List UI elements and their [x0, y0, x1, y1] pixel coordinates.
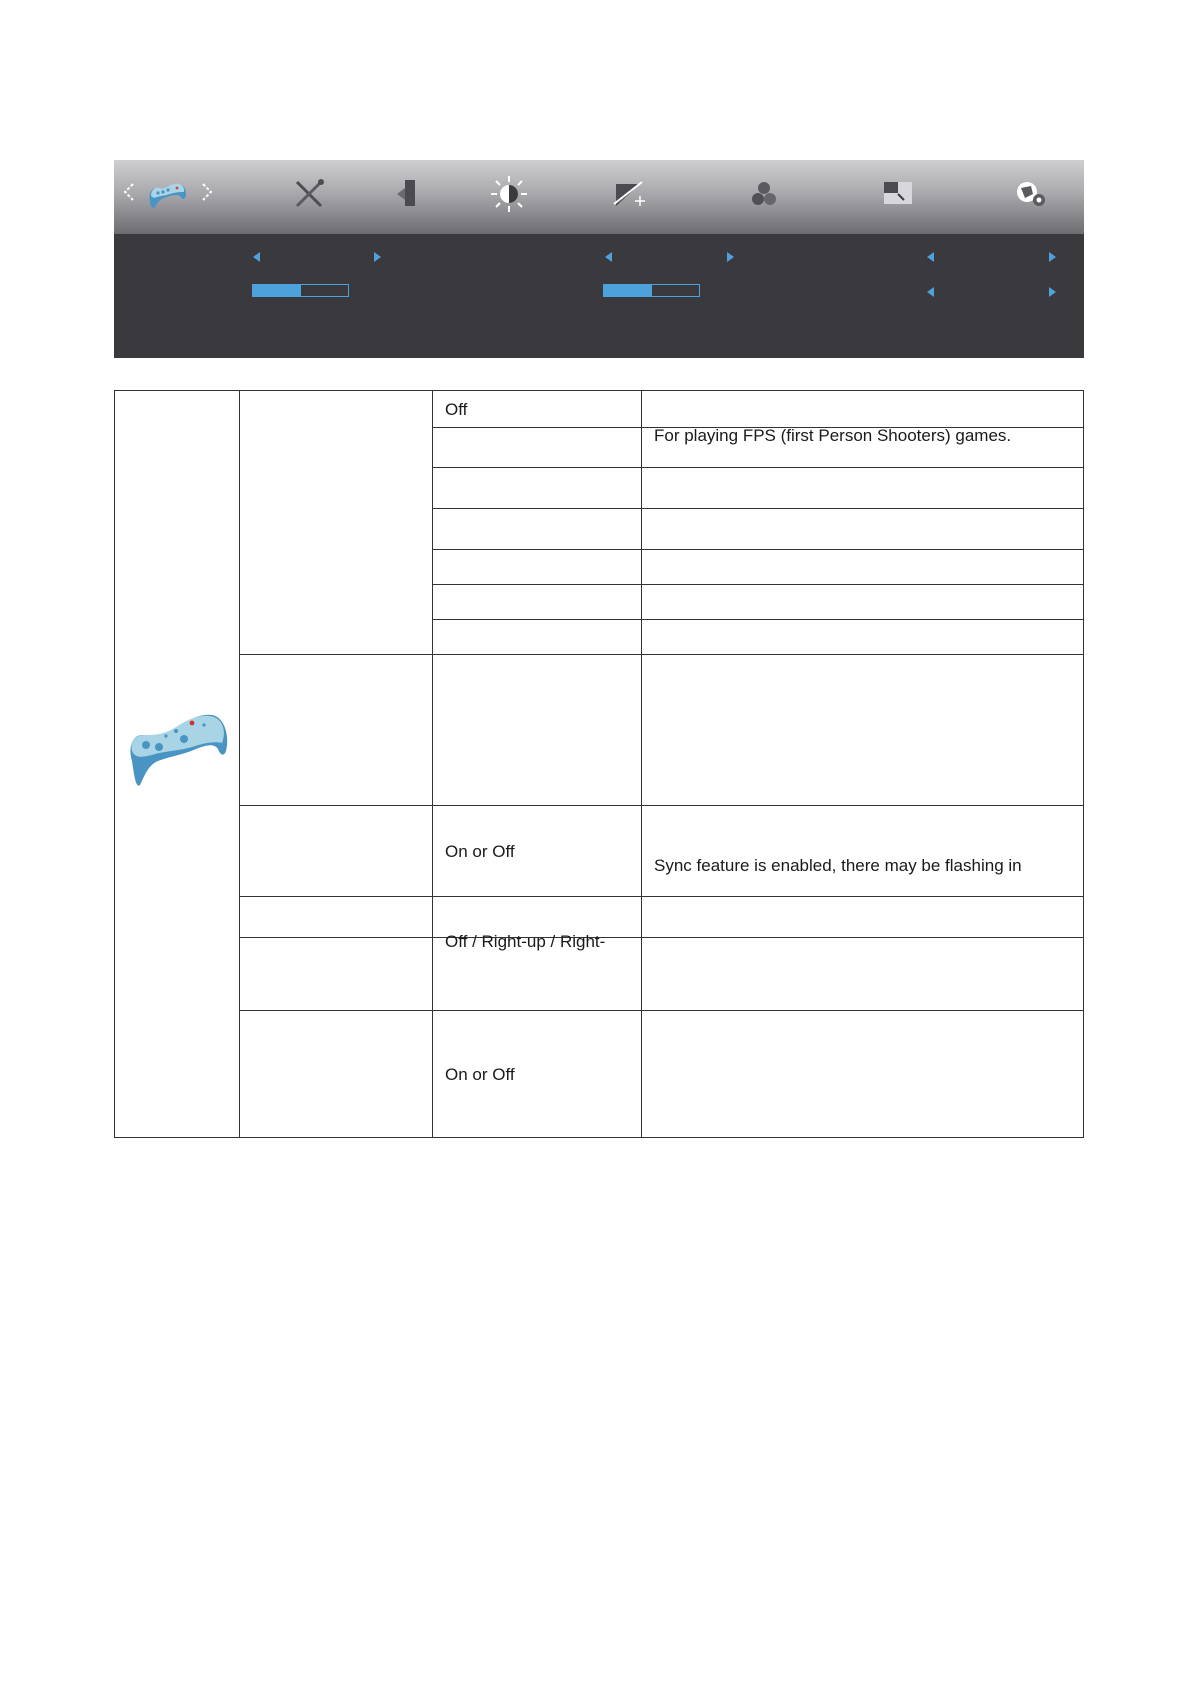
column-divider [641, 390, 642, 1138]
slider-fill [253, 285, 301, 296]
settings-description-table [114, 390, 1084, 1138]
value-decrease-arrow-icon[interactable] [253, 252, 260, 262]
osd-tab-bar [114, 160, 1084, 234]
row-divider [239, 654, 1084, 655]
row-divider [432, 467, 1084, 468]
slider-bar[interactable] [252, 284, 349, 297]
value-increase-arrow-icon[interactable] [1049, 252, 1056, 262]
value-decrease-arrow-icon[interactable] [927, 252, 934, 262]
chevron-left-icon[interactable] [122, 182, 136, 202]
table-cell-value: On or Off [445, 1065, 515, 1084]
row-divider [432, 619, 1084, 620]
table-border [1083, 390, 1084, 1138]
input-icon[interactable] [387, 172, 431, 216]
row-divider [239, 1010, 1084, 1011]
value-increase-arrow-icon[interactable] [727, 252, 734, 262]
value-increase-arrow-icon[interactable] [374, 252, 381, 262]
gamepad-icon [126, 705, 230, 795]
value-increase-arrow-icon[interactable] [1049, 287, 1056, 297]
column-divider [432, 390, 433, 1138]
table-border [114, 1137, 1084, 1138]
row-divider [432, 508, 1084, 509]
table-cell-value: On or Off [445, 842, 515, 861]
row-divider [239, 896, 1084, 897]
value-decrease-arrow-icon[interactable] [927, 287, 934, 297]
chevron-right-icon[interactable] [200, 182, 214, 202]
game-setting-icon[interactable] [146, 172, 190, 216]
table-border [114, 390, 115, 1138]
table-border [114, 390, 1084, 391]
luminance-icon[interactable] [487, 172, 531, 216]
osd-settings-area [114, 234, 1084, 358]
tools-icon[interactable] [287, 172, 331, 216]
row-divider [432, 584, 1084, 585]
picture-boost-icon[interactable] [608, 172, 652, 216]
extra-icon[interactable] [1009, 172, 1053, 216]
table-cell-value: Off [445, 400, 468, 419]
osd-menu-panel [114, 160, 1084, 358]
column-divider [239, 390, 240, 1138]
row-divider [432, 549, 1084, 550]
value-decrease-arrow-icon[interactable] [605, 252, 612, 262]
table-cell-description: For playing FPS (first Person Shooters) games. [654, 426, 1012, 445]
slider-bar[interactable] [603, 284, 700, 297]
color-setup-icon[interactable] [742, 172, 786, 216]
row-divider [239, 805, 1084, 806]
row-divider [239, 937, 1084, 938]
table-cell-value: Off / Right-up / Right- [445, 932, 606, 951]
pip-icon[interactable] [876, 172, 920, 216]
slider-fill [604, 285, 652, 296]
table-cell-description: Sync feature is enabled, there may be flashing in [654, 856, 1022, 875]
